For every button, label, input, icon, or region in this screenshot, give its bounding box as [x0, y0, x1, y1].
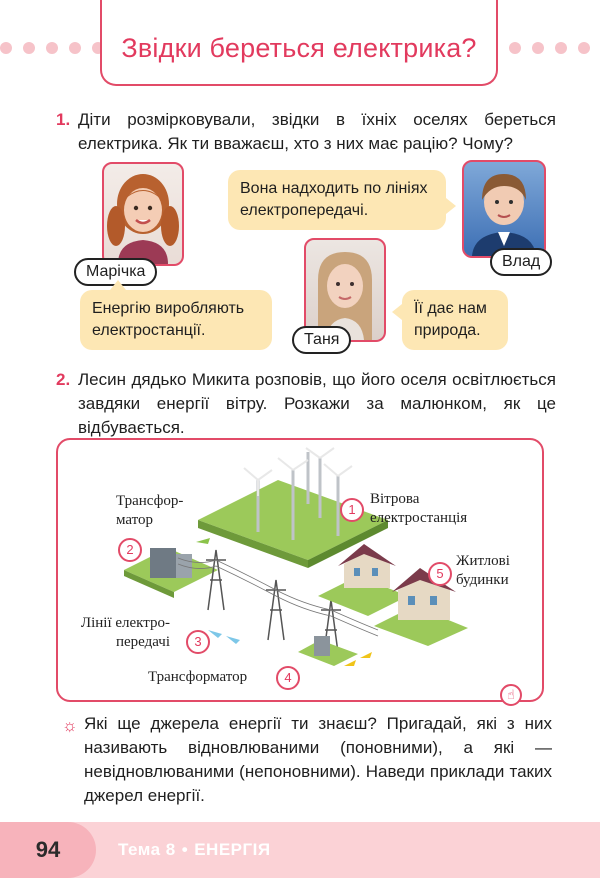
title-box [100, 0, 498, 86]
decor-dots-right [509, 42, 600, 54]
sun-icon: ☼ [62, 716, 78, 735]
statement-marichka: Енергію виробляють електростанції. [92, 300, 245, 339]
label-power-lines: Лінії електро-передачі [80, 615, 170, 650]
task-1-text: Діти розмірковували, звідки в їхніх оселях береться електрика. Як ти вважаєш, хто з них має рацію? Чому? [78, 110, 556, 153]
task-3-text: Які ще джерела енергії ти знаєш? Пригадай, які з них називають відновлюваними (поновними), а які — невідновлюваними (непоновними). Наведи приклади таких джерел енергії. [84, 714, 552, 805]
marker-2: 2 [118, 538, 142, 562]
name-tag-marichka: Марічка [74, 258, 157, 286]
marker-5: 5 [428, 562, 452, 586]
footer [0, 822, 600, 878]
name-tag-vlad: Влад [490, 248, 552, 276]
task-1-number: 1. [56, 110, 71, 129]
girl-portrait-icon [104, 164, 182, 264]
task-3 [58, 712, 552, 808]
task-1 [56, 108, 556, 156]
page-number: 94 [35, 837, 61, 862]
decor-dots-left [0, 42, 104, 54]
page-title: Звідки береться електрика? [121, 32, 477, 63]
label-houses: Житлові будинки [456, 553, 510, 588]
marker-3: 3 [186, 630, 210, 654]
photo-vlad [462, 160, 546, 258]
marker-1: 1 [340, 498, 364, 522]
wind-energy-diagram [56, 438, 544, 702]
girl-portrait-icon-2 [306, 240, 384, 340]
task-2-number: 2. [56, 370, 71, 389]
photo-marichka [102, 162, 184, 266]
page-number-tab [0, 822, 96, 878]
hand-pointer-icon: ☝ [500, 684, 522, 706]
label-transformer-1: Трансфор-матор [116, 493, 184, 528]
task-2-text: Лесин дядько Микита розповів, що його оселя освітлюється завдяки енергії вітру. Розкажи за малюнком, як це відбувається. [78, 370, 556, 437]
transformer-icon [150, 548, 176, 578]
label-transformer-2: Трансформатор [148, 669, 248, 685]
label-wind-station: Вітрова електростанція [370, 491, 468, 526]
footer-topic [118, 840, 271, 860]
statement-vlad: Вона надходить по лініях електропередачі. [240, 180, 428, 219]
houses-icon [318, 544, 468, 646]
bubble-tanya [402, 290, 508, 350]
task-2 [56, 368, 556, 440]
topic-separator: • [181, 840, 189, 859]
bubble-vlad [228, 170, 446, 230]
statement-tanya: Її дає нам природа. [414, 300, 487, 339]
bubble-marichka [80, 290, 272, 350]
boy-portrait-icon [464, 162, 544, 256]
topic-label: Тема 8 [118, 840, 176, 859]
marker-4: 4 [276, 666, 300, 690]
name-tag-tanya: Таня [292, 326, 351, 354]
topic-name: ЕНЕРГІЯ [194, 840, 271, 859]
